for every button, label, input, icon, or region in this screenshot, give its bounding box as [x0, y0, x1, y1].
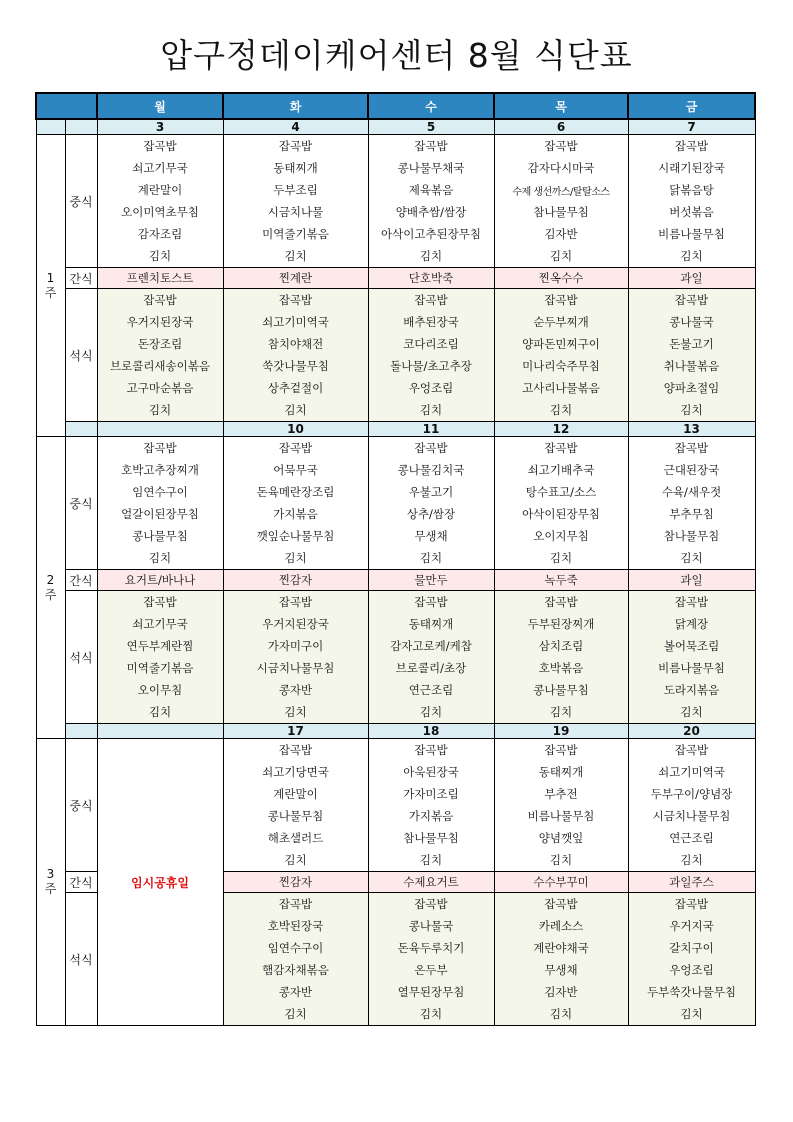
dinner-item: 김치: [368, 399, 494, 422]
dinner-item: 콩자반: [223, 679, 368, 701]
week-suffix: 주: [44, 285, 57, 300]
dinner-item: 우거지국: [628, 915, 755, 937]
lunch-item: 임연수구이: [97, 481, 223, 503]
date-cell: 10: [223, 422, 368, 437]
lunch-item: 버섯볶음: [628, 201, 755, 223]
dinner-row: [36, 399, 755, 422]
dinner-item: 잡곡밥: [368, 289, 494, 312]
dinner-item: 잡곡밥: [368, 893, 494, 916]
lunch-item: 깻잎순나물무침: [223, 525, 368, 547]
dinner-item: 쑥갓나물무침: [223, 355, 368, 377]
dinner-item: 잡곡밥: [628, 289, 755, 312]
day-header: 수: [368, 93, 494, 119]
lunch-item: 김치: [628, 245, 755, 268]
dinner-item: 우엉조림: [368, 377, 494, 399]
snack-item: 프렌치토스트: [97, 268, 223, 289]
lunch-item: 김자반: [494, 223, 628, 245]
lunch-item: 김치: [494, 245, 628, 268]
day-header: 금: [628, 93, 755, 119]
header-row: [36, 93, 755, 119]
dinner-item: 김치: [628, 399, 755, 422]
dinner-row: [36, 355, 755, 377]
dinner-item: 김치: [223, 701, 368, 724]
lunch-row: [36, 223, 755, 245]
lunch-item: 김치: [223, 245, 368, 268]
week-suffix: 주: [44, 587, 57, 602]
lunch-item: 두부조림: [223, 179, 368, 201]
lunch-item: 잡곡밥: [494, 437, 628, 460]
lunch-item: 아욱된장국: [368, 761, 494, 783]
lunch-item: 감자다시마국: [494, 157, 628, 179]
dinner-row: [36, 311, 755, 333]
dinner-item: 우거지된장국: [97, 311, 223, 333]
dinner-item: 가자미구이: [223, 635, 368, 657]
dinner-label: 석식: [65, 893, 97, 1026]
date-cell: 19: [494, 724, 628, 739]
dinner-item: 김치: [494, 701, 628, 724]
date-cell: 3: [97, 119, 223, 135]
dinner-item: 삼치조림: [494, 635, 628, 657]
snack-item: 단호박죽: [368, 268, 494, 289]
lunch-item: 아삭이고추된장무침: [368, 223, 494, 245]
dinner-item: 돈육두루치기: [368, 937, 494, 959]
lunch-item: 상추/쌈장: [368, 503, 494, 525]
dinner-item: 콩나물국: [368, 915, 494, 937]
dinner-item: 연근조림: [368, 679, 494, 701]
snack-item: 수수부꾸미: [494, 872, 628, 893]
lunch-item: 김치: [494, 849, 628, 872]
dinner-item: 잡곡밥: [628, 893, 755, 916]
lunch-item: 계란말이: [97, 179, 223, 201]
lunch-item: 돈육메란장조림: [223, 481, 368, 503]
lunch-row: [36, 481, 755, 503]
lunch-item: 미역줄기볶음: [223, 223, 368, 245]
dinner-item: 잡곡밥: [494, 893, 628, 916]
date-row: [36, 724, 755, 739]
lunch-item: 양배추쌈/쌈장: [368, 201, 494, 223]
dinner-item: 배추된장국: [368, 311, 494, 333]
dinner-item: 우거지된장국: [223, 613, 368, 635]
dinner-item: 쇠고기미역국: [223, 311, 368, 333]
date-blank: [65, 724, 97, 739]
week-label: [36, 135, 65, 437]
dinner-item: 김치: [494, 399, 628, 422]
dinner-item: 비름나물무침: [628, 657, 755, 679]
week-label: [36, 739, 65, 1026]
date-blank: [65, 119, 97, 135]
dinner-item: 감자고로케/케찹: [368, 635, 494, 657]
lunch-item: 제육볶음: [368, 179, 494, 201]
snack-item: 찐감자: [223, 570, 368, 591]
dinner-item: 연두부계란찜: [97, 635, 223, 657]
lunch-item: 김치: [97, 547, 223, 570]
dinner-item: 오이무침: [97, 679, 223, 701]
dinner-item: 볼어묵조림: [628, 635, 755, 657]
lunch-item: 동태찌개: [494, 761, 628, 783]
lunch-item: 콩나물무침: [223, 805, 368, 827]
dinner-item: 돌나물/초고추장: [368, 355, 494, 377]
day-header: 화: [223, 93, 368, 119]
lunch-row: [36, 157, 755, 179]
lunch-label: 중식: [65, 437, 97, 570]
dinner-item: 무생채: [494, 959, 628, 981]
lunch-item: 시금치나물: [223, 201, 368, 223]
dinner-item: 김치: [97, 701, 223, 724]
lunch-item: 시금치나물무침: [628, 805, 755, 827]
dinner-item: 잡곡밥: [223, 591, 368, 614]
lunch-item: 우불고기: [368, 481, 494, 503]
dinner-item: 잡곡밥: [97, 591, 223, 614]
dinner-item: 콩나물무침: [494, 679, 628, 701]
dinner-item: 호박볶음: [494, 657, 628, 679]
dinner-item: 김치: [223, 399, 368, 422]
lunch-item: 참나물무침: [368, 827, 494, 849]
dinner-item: 김치: [223, 1003, 368, 1026]
dinner-item: 동태찌개: [368, 613, 494, 635]
dinner-item: 잡곡밥: [494, 591, 628, 614]
lunch-row: [36, 459, 755, 481]
dinner-row: [36, 333, 755, 355]
snack-label: 간식: [65, 872, 97, 893]
date-cell: 11: [368, 422, 494, 437]
lunch-item: 수육/새우젓: [628, 481, 755, 503]
dinner-item: 고사리나물볶음: [494, 377, 628, 399]
day-header: 목: [494, 93, 628, 119]
snack-item: 찐옥수수: [494, 268, 628, 289]
dinner-item: 두부된장찌개: [494, 613, 628, 635]
date-blank: [97, 422, 223, 437]
lunch-item: 계란말이: [223, 783, 368, 805]
lunch-row: [36, 135, 755, 158]
dinner-row: [36, 289, 755, 312]
dinner-item: 돈장조림: [97, 333, 223, 355]
lunch-row: [36, 739, 755, 762]
dinner-row: [36, 377, 755, 399]
lunch-item: 콩나물무침: [97, 525, 223, 547]
lunch-item: 쇠고기무국: [97, 157, 223, 179]
dinner-item: 코다리조림: [368, 333, 494, 355]
date-cell: 18: [368, 724, 494, 739]
week-number: 3: [46, 867, 55, 881]
snack-label: 간식: [65, 268, 97, 289]
dinner-row: [36, 657, 755, 679]
day-header: 월: [97, 93, 223, 119]
lunch-item: 참나물무침: [628, 525, 755, 547]
lunch-item: 시래기된장국: [628, 157, 755, 179]
dinner-item: 닭계장: [628, 613, 755, 635]
lunch-item: 수제 생선까스/탈탈소스: [494, 179, 628, 201]
date-cell: 17: [223, 724, 368, 739]
date-cell: 4: [223, 119, 368, 135]
dinner-item: 온두부: [368, 959, 494, 981]
lunch-row: [36, 525, 755, 547]
lunch-item: 연근조림: [628, 827, 755, 849]
lunch-item: 김치: [97, 245, 223, 268]
lunch-item: 참나물무침: [494, 201, 628, 223]
lunch-item: 두부구이/양념장: [628, 783, 755, 805]
snack-item: 과일주스: [628, 872, 755, 893]
dinner-item: 임연수구이: [223, 937, 368, 959]
dinner-item: 김치: [97, 399, 223, 422]
dinner-item: 김치: [628, 1003, 755, 1026]
lunch-item: 김치: [368, 245, 494, 268]
lunch-item: 잡곡밥: [223, 135, 368, 158]
dinner-item: 취나물볶음: [628, 355, 755, 377]
dinner-item: 우엉조림: [628, 959, 755, 981]
dinner-item: 김자반: [494, 981, 628, 1003]
dinner-item: 쇠고기무국: [97, 613, 223, 635]
lunch-item: 호박고추장찌개: [97, 459, 223, 481]
snack-item: 수제요거트: [368, 872, 494, 893]
lunch-item: 쇠고기미역국: [628, 761, 755, 783]
lunch-item: 콩나물무채국: [368, 157, 494, 179]
week-suffix: 주: [44, 882, 57, 896]
snack-item: 요거트/바나나: [97, 570, 223, 591]
lunch-row: [36, 245, 755, 268]
lunch-item: 잡곡밥: [368, 135, 494, 158]
dinner-row: [36, 635, 755, 657]
snack-item: 찐감자: [223, 872, 368, 893]
dinner-item: 양파돈민찌구이: [494, 333, 628, 355]
lunch-item: 가자미조림: [368, 783, 494, 805]
dinner-item: 두부쑥갓나물무침: [628, 981, 755, 1003]
date-cell: 6: [494, 119, 628, 135]
lunch-item: 잡곡밥: [494, 739, 628, 762]
date-blank: [65, 422, 97, 437]
lunch-item: 양념깻잎: [494, 827, 628, 849]
snack-row: [36, 268, 755, 289]
dinner-label: 석식: [65, 289, 97, 422]
lunch-item: 근대된장국: [628, 459, 755, 481]
dinner-item: 미나리숙주무침: [494, 355, 628, 377]
lunch-item: 잡곡밥: [628, 135, 755, 158]
lunch-row: [36, 201, 755, 223]
lunch-label: 중식: [65, 135, 97, 268]
dinner-item: 브로콜리새송이볶음: [97, 355, 223, 377]
date-cell: 5: [368, 119, 494, 135]
dinner-item: 잡곡밥: [368, 591, 494, 614]
dinner-item: 갈치구이: [628, 937, 755, 959]
dinner-item: 도라지볶음: [628, 679, 755, 701]
snack-label: 간식: [65, 570, 97, 591]
dinner-item: 계란야채국: [494, 937, 628, 959]
dinner-item: 시금치나물무침: [223, 657, 368, 679]
dinner-row: [36, 679, 755, 701]
dinner-item: 잡곡밥: [97, 289, 223, 312]
lunch-item: 무생채: [368, 525, 494, 547]
dinner-item: 잡곡밥: [223, 893, 368, 916]
lunch-item: 김치: [494, 547, 628, 570]
dinner-item: 돈불고기: [628, 333, 755, 355]
snack-row: [36, 570, 755, 591]
date-blank: [97, 724, 223, 739]
lunch-item: 잡곡밥: [97, 135, 223, 158]
lunch-item: 부추전: [494, 783, 628, 805]
lunch-item: 오이미역초무침: [97, 201, 223, 223]
dinner-item: 김치: [368, 1003, 494, 1026]
dinner-item: 양파초절임: [628, 377, 755, 399]
lunch-row: [36, 547, 755, 570]
dinner-item: 고구마순볶음: [97, 377, 223, 399]
lunch-item: 아삭이된장무침: [494, 503, 628, 525]
lunch-item: 잡곡밥: [628, 739, 755, 762]
lunch-item: 김치: [223, 547, 368, 570]
lunch-item: 잡곡밥: [368, 437, 494, 460]
lunch-item: 잡곡밥: [97, 437, 223, 460]
lunch-item: 오이지무침: [494, 525, 628, 547]
date-cell: 20: [628, 724, 755, 739]
date-cell: 12: [494, 422, 628, 437]
lunch-item: 얼갈이된장무침: [97, 503, 223, 525]
date-cell: 13: [628, 422, 755, 437]
dinner-item: 상추겉절이: [223, 377, 368, 399]
snack-item: 물만두: [368, 570, 494, 591]
dinner-item: 김치: [494, 1003, 628, 1026]
dinner-row: [36, 613, 755, 635]
date-row: [36, 422, 755, 437]
dinner-item: 김치: [628, 701, 755, 724]
dinner-row: [36, 591, 755, 614]
lunch-item: 쇠고기배추국: [494, 459, 628, 481]
lunch-item: 해초샐러드: [223, 827, 368, 849]
lunch-row: [36, 437, 755, 460]
lunch-item: 쇠고기당면국: [223, 761, 368, 783]
lunch-item: 김치: [368, 547, 494, 570]
lunch-item: 가지볶음: [223, 503, 368, 525]
lunch-item: 김치: [628, 547, 755, 570]
snack-item: 과일: [628, 268, 755, 289]
week-number: 2: [46, 572, 55, 587]
lunch-item: 탕수표고/소스: [494, 481, 628, 503]
lunch-item: 가지볶음: [368, 805, 494, 827]
holiday-cell: 임시공휴일: [97, 739, 223, 1026]
lunch-label: 중식: [65, 739, 97, 872]
date-row: [36, 119, 755, 135]
lunch-item: 닭볶음탕: [628, 179, 755, 201]
dinner-item: 콩나물국: [628, 311, 755, 333]
dinner-item: 잡곡밥: [628, 591, 755, 614]
dinner-item: 김치: [368, 701, 494, 724]
week-label: [36, 437, 65, 739]
dinner-row: [36, 701, 755, 724]
dinner-item: 열무된장무침: [368, 981, 494, 1003]
lunch-row: [36, 179, 755, 201]
dinner-item: 햄감자채볶음: [223, 959, 368, 981]
snack-item: 녹두죽: [494, 570, 628, 591]
dinner-item: 참치야채전: [223, 333, 368, 355]
lunch-item: 김치: [628, 849, 755, 872]
dinner-item: 미역줄기볶음: [97, 657, 223, 679]
lunch-row: [36, 503, 755, 525]
date-blank: [36, 119, 65, 135]
lunch-item: 콩나물김치국: [368, 459, 494, 481]
dinner-item: 잡곡밥: [494, 289, 628, 312]
dinner-item: 순두부찌개: [494, 311, 628, 333]
lunch-item: 동태찌개: [223, 157, 368, 179]
date-cell: 7: [628, 119, 755, 135]
lunch-item: 김치: [368, 849, 494, 872]
lunch-item: 어묵무국: [223, 459, 368, 481]
dinner-item: 브로콜리/초장: [368, 657, 494, 679]
snack-item: 찐계란: [223, 268, 368, 289]
lunch-item: 잡곡밥: [628, 437, 755, 460]
lunch-item: 김치: [223, 849, 368, 872]
menu-table: [35, 92, 756, 1026]
dinner-item: 호박된장국: [223, 915, 368, 937]
lunch-item: 부추무침: [628, 503, 755, 525]
lunch-item: 감자조림: [97, 223, 223, 245]
lunch-item: 비름나물무침: [494, 805, 628, 827]
page-title: 압구정데이케어센터 8월 식단표: [160, 36, 633, 75]
snack-item: 과일: [628, 570, 755, 591]
lunch-item: 잡곡밥: [223, 739, 368, 762]
lunch-item: 잡곡밥: [368, 739, 494, 762]
dinner-item: 콩자반: [223, 981, 368, 1003]
dinner-label: 석식: [65, 591, 97, 724]
lunch-item: 잡곡밥: [494, 135, 628, 158]
lunch-item: 비름나물무침: [628, 223, 755, 245]
dinner-item: 카레소스: [494, 915, 628, 937]
header-corner: [36, 93, 97, 119]
dinner-item: 잡곡밥: [223, 289, 368, 312]
lunch-item: 잡곡밥: [223, 437, 368, 460]
week-number: 1: [46, 270, 55, 285]
